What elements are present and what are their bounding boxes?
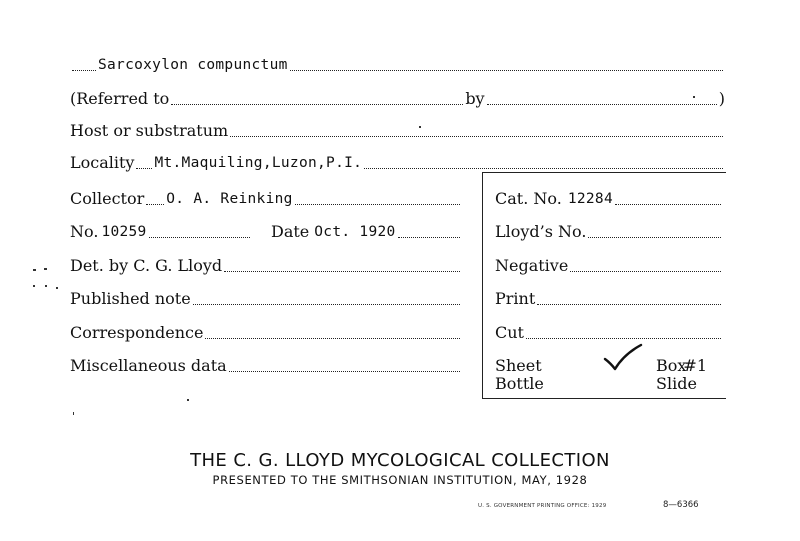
number-label: No. [70, 222, 99, 241]
dotted-line [615, 204, 721, 205]
dotted-line [224, 271, 460, 272]
dotted-line [146, 204, 164, 205]
det-label: Det. by C. G. Lloyd [70, 256, 223, 275]
scan-speck [44, 268, 47, 270]
locality-row [70, 150, 725, 172]
published-row [70, 286, 462, 308]
box-value: #1 [683, 356, 708, 375]
misc-label: Miscellaneous data [70, 356, 227, 375]
form-number: 8—6366 [663, 500, 699, 510]
dotted-line [537, 304, 721, 305]
locality-value: Mt.Maquiling,Luzon,P.I. [154, 155, 363, 171]
referred-close: ) [718, 89, 725, 108]
referred-row [70, 86, 725, 108]
dotted-line [205, 338, 460, 339]
box-field [656, 357, 707, 375]
scan-speck [45, 285, 47, 287]
dotted-line [171, 104, 463, 105]
dotted-line [364, 168, 723, 169]
scan-speck [33, 285, 35, 287]
scan-speck [33, 269, 36, 271]
published-label: Published note [70, 289, 191, 308]
scan-speck [419, 126, 421, 128]
locality-label: Locality [70, 153, 135, 172]
dotted-line [229, 371, 460, 372]
box-label: Box [656, 356, 687, 375]
scan-speck [187, 399, 189, 401]
checkmark-icon [603, 343, 643, 371]
dotted-line [398, 237, 460, 238]
dotted-line [290, 70, 723, 71]
collection-title: THE C. G. LLOYD MYCOLOGICAL COLLECTION [190, 450, 610, 471]
print-row [495, 286, 723, 308]
collector-row [70, 186, 462, 208]
dotted-line [72, 70, 96, 71]
negative-label: Negative [495, 256, 569, 275]
bottle-label: Bottle [495, 374, 544, 393]
scan-speck [693, 96, 695, 98]
number-row [70, 219, 252, 241]
date-row [271, 219, 462, 241]
specimen-name: Sarcoxylon compunctum [98, 57, 288, 73]
referred-by-label: by [465, 89, 485, 108]
date-value: Oct. 1920 [314, 224, 396, 240]
host-row [70, 118, 725, 140]
dotted-line [136, 168, 152, 169]
dotted-line [588, 237, 721, 238]
negative-row [495, 253, 723, 275]
referred-label: (Referred to [70, 89, 170, 108]
cut-row [495, 320, 723, 342]
number-value: 10259 [101, 224, 147, 240]
cut-label: Cut [495, 323, 524, 342]
scan-speck [73, 412, 74, 415]
dotted-line [570, 271, 721, 272]
dotted-line [230, 136, 723, 137]
dotted-line [526, 338, 721, 339]
collection-subtitle: PRESENTED TO THE SMITHSONIAN INSTITUTION, MAY, 1928 [212, 473, 588, 487]
sheet-label: Sheet [495, 356, 542, 375]
date-label: Date [271, 222, 310, 241]
dotted-line [487, 104, 717, 105]
det-row [70, 253, 462, 275]
dotted-line [149, 237, 250, 238]
slide-label: Slide [656, 374, 697, 393]
collector-label: Collector [70, 189, 145, 208]
cat-no-label: Cat. No. [495, 189, 562, 208]
printing-office-note: U. S. GOVERNMENT PRINTING OFFICE: 1929 [478, 503, 607, 509]
correspondence-label: Correspondence [70, 323, 204, 342]
lloyds-no-label: Lloyd’s No. [495, 222, 587, 241]
scan-speck [56, 287, 58, 289]
correspondence-row [70, 320, 462, 342]
print-label: Print [495, 289, 536, 308]
misc-row [70, 353, 462, 375]
dotted-line [193, 304, 460, 305]
lloyds-no-row [495, 219, 723, 241]
host-label: Host or substratum [70, 121, 229, 140]
specimen-name-row [70, 52, 725, 74]
collector-value: O. A. Reinking [166, 191, 293, 207]
cat-no-row [495, 186, 723, 208]
dotted-line [295, 204, 460, 205]
cat-no-value: 12284 [567, 191, 613, 207]
